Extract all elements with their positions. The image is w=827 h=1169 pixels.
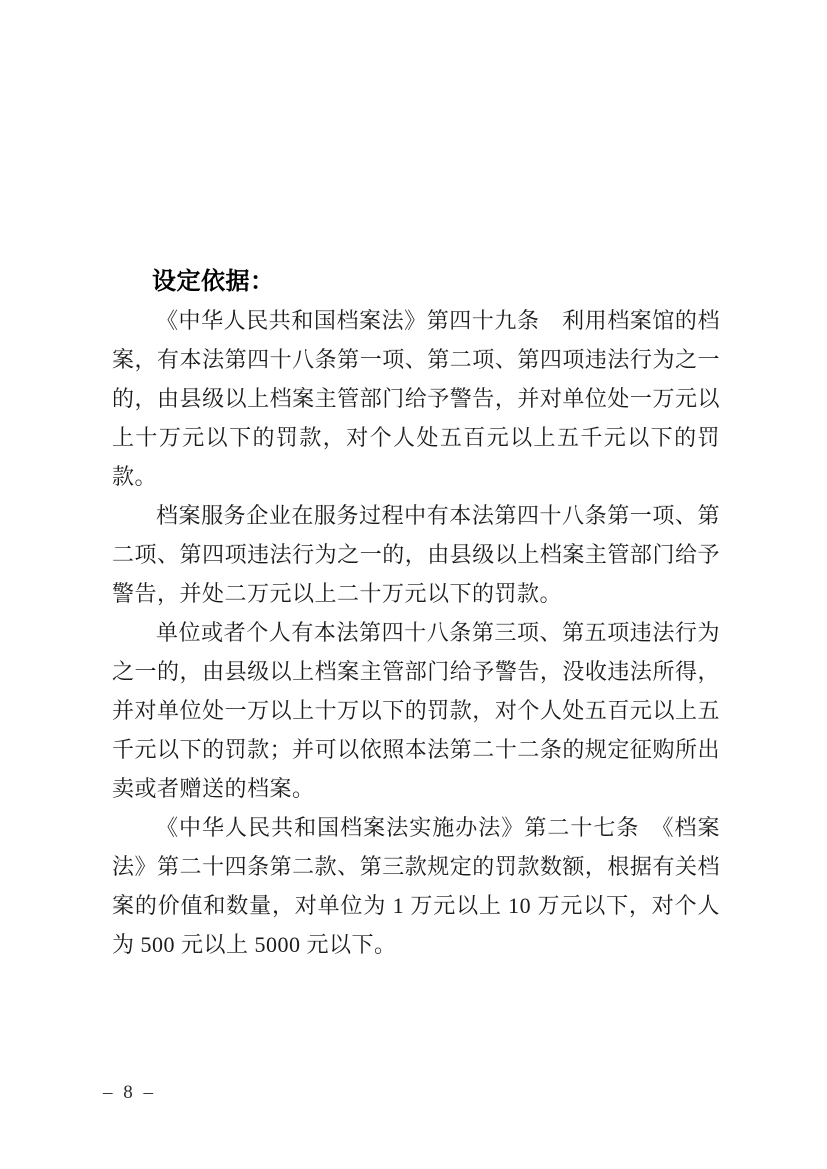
- paragraph-archive-service-enterprises: 档案服务企业在服务过程中有本法第四十八条第一项、第二项、第四项违法行为之一的，由县级以上档案主管部门给予警告，并处二万元以上二十万元以下的罚款。: [112, 503, 720, 606]
- paragraph-units-or-individuals: 单位或者个人有本法第四十八条第三项、第五项违法行为之一的，由县级以上档案主管部门给予警告，没收违法所得，并对单位处一万以上十万以下的罚款，对个人处五百元以上五千元以下的罚款；并可以依照本法第二十二条的规定征购所出卖或者赠送的档案。: [112, 620, 720, 801]
- section-heading: 设定依据：: [152, 268, 275, 295]
- paragraph-implementation-measures-article-27: 《中华人民共和国档案法实施办法》第二十七条 《档案法》第二十四条第二款、第三款规定的罚款数额，根据有关档案的价值和数量，对单位为 1 万元以上 10 万元以下，对个人为 500 元以上 5000 元以下。: [112, 815, 720, 957]
- document-body: [112, 262, 720, 964]
- paragraph-law-article-49: 《中华人民共和国档案法》第四十九条 利用档案馆的档案，有本法第四十八条第一项、第二项、第四项违法行为之一的，由县级以上档案主管部门给予警告，并对单位处一万元以上十万元以下的罚款，对个人处五百元以上五千元以下的罚款。: [112, 308, 720, 489]
- page-number: – 8 –: [103, 1082, 156, 1103]
